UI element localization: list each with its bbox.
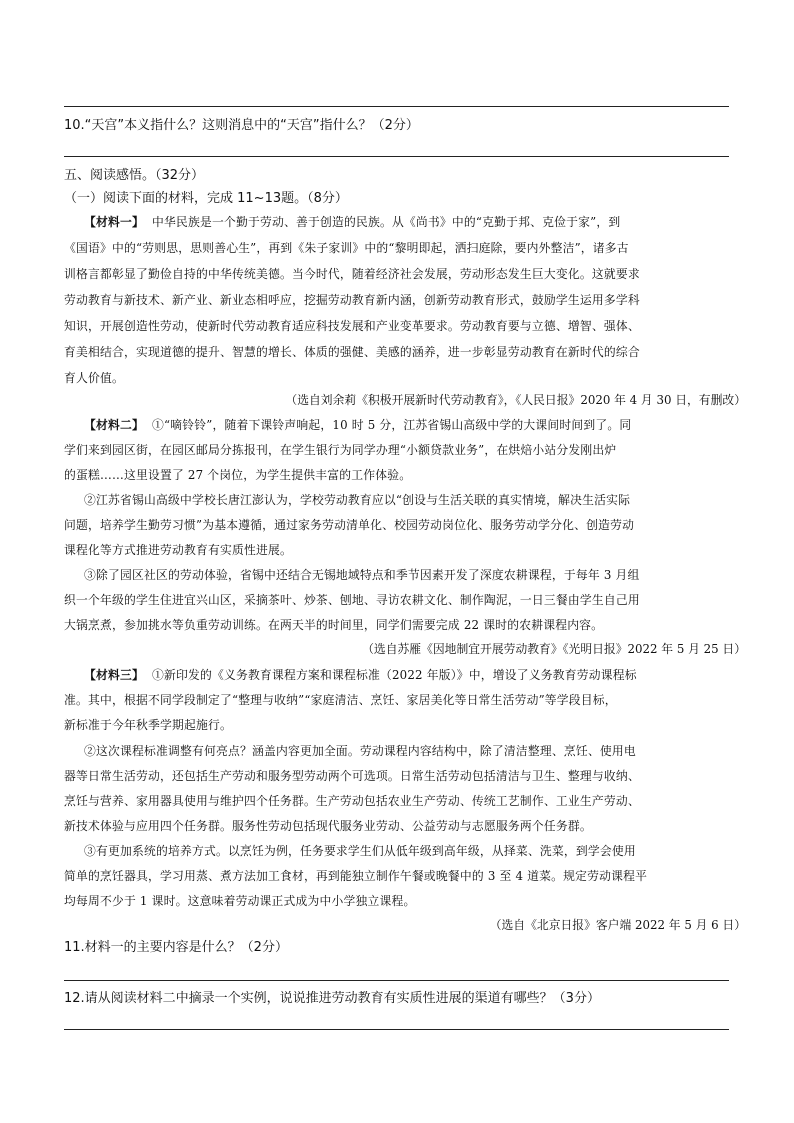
material1-line: 【材料一】 中华民族是一个勤于劳动、善于创造的民族。从《尚书》中的“克勤于邦、克俭于家”，到 [84,215,621,229]
material2-line: 织一个年级的学生住进宜兴山区，采摘茶叶、炒茶、刨地、寻访农耕文化、制作陶泥，一日三餐由学生自己用 [64,593,640,607]
material3-line: 均每周不少于 1 课时。这意味着劳动课正式成为中小学独立课程。 [64,894,416,908]
answer-line-q10 [64,156,729,157]
material3-line: 简单的烹饪器具，学习用蒸、煮方法加工食材，再到能独立制作午餐或晚餐中的 3 至 4 道菜。规定劳动课程平 [64,869,648,883]
material3-line: 准。其中，根据不同学段制定了“整理与收纳”“家庭清洁、烹饪、家居美化等日常生活劳动”等学段目标， [64,693,617,707]
answer-line-top [64,106,729,107]
material1-line: 育美相结合，实现道德的提升、智慧的增长、体质的强健、美感的涵养，进一步彰显劳动教育在新时代的综合 [64,345,640,359]
material3-line: ②这次课程标准调整有何亮点？涵盖内容更加全面。劳动课程内容结构中，除了清洁整理、烹饪、使用电 [84,744,636,758]
material1-source: （选自刘余莉《积极开展新时代劳动教育》，《人民日报》2020 年 4 月 30 日，有删改） [285,393,746,407]
material3-line: 器等日常生活劳动，还包括生产劳动和服务型劳动两个可选项。日常生活劳动包括清洁与卫生、整理与收纳、 [64,769,640,783]
material1-line: 育人价值。 [64,371,124,385]
material2-line: 大锅烹煮，参加挑水等负重劳动训练。在两天半的时间里，同学们需要完成 22 课时的农耕课程内容。 [64,618,604,632]
material3-line: 烹饪与营养、家用器具使用与维护四个任务群。生产劳动包括农业生产劳动、传统工艺制作、工业生产劳动、 [64,794,640,808]
question-12: 12.请从阅读材料二中摘录一个实例，说说推进劳动教育有实质性进展的渠道有哪些？（3分） [64,991,600,1006]
material3-source: （选自《北京日报》客户端 2022 年 5 月 6 日） [489,918,746,932]
material2-line: 问题，培养学生勤劳习惯”为基本遵循，通过家务劳动清单化、校园劳动岗位化、服务劳动学分化、创造劳动 [64,518,635,532]
material2-line: ②江苏省锡山高级中学校长唐江澎认为，学校劳动教育应以“创设与生活关联的真实情境，解决生活实际 [84,493,631,507]
material1-line: 知识，开展创造性劳动，使新时代劳动教育适应科技发展和产业变革要求。劳动教育要与立德、增智、强体、 [64,319,640,333]
answer-line-q11 [64,980,729,981]
material1-line: 训格言都彰显了勤俭自持的中华传统美德。当今时代，随着经济社会发展，劳动形态发生巨大变化。这就要求 [64,267,640,281]
material2-label: 【材料二】 [84,418,144,432]
material2-line: 课程化等方式推进劳动教育有实质性进展。 [64,543,292,557]
answer-line-q12 [64,1029,729,1030]
section-heading: 五、阅读感悟。（32分） [64,168,205,183]
material3-line: 新技术体验与应用四个任务群。服务性劳动包括现代服务业劳动、公益劳动与志愿服务两个任务群。 [64,819,592,833]
material2-source: （选自苏雁《因地制宜开展劳动教育》《光明日报》2022 年 5 月 25 日） [362,642,746,656]
material3-line: 新标准于今年秋季学期起施行。 [64,718,232,732]
part-heading: （一）阅读下面的材料，完成 11~13题。（8分） [64,191,348,206]
question-11: 11.材料一的主要内容是什么？（2分） [64,940,288,955]
material1-label: 【材料一】 [84,215,144,229]
material2-line: 【材料二】 ①“嘀铃铃”，随着下课铃声响起，10 时 5 分，江苏省锡山高级中学的大课间时间到了。同 [84,418,632,432]
material2-line: 学们来到园区街，在园区邮局分拣报刊，在学生银行为同学办理“小额贷款业务”，在烘焙小站分发刚出炉 [64,443,617,457]
material2-line: ③除了园区社区的劳动体验，省锡中还结合无锡地域特点和季节因素开发了深度农耕课程，于每年 3 月组 [84,568,640,582]
material3-line: 【材料三】 ①新印发的《义务教育课程方案和课程标准（2022 年版）》中，增设了义务教育劳动课程标 [84,668,637,682]
material3-line: ③有更加系统的培养方式。以烹饪为例，任务要求学生们从低年级到高年级，从择菜、洗菜，到学会使用 [84,844,636,858]
material2-line: 的蛋糕……这里设置了 27 个岗位，为学生提供丰富的工作体验。 [64,468,412,482]
material1-line: 劳动教育与新技术、新产业、新业态相呼应，挖掘劳动教育新内涵，创新劳动教育形式，鼓励学生运用多学科 [64,293,640,307]
question-10: 10.“天宫”本义指什么？这则消息中的“天宫”指什么？（2分） [64,118,419,133]
material3-label: 【材料三】 [84,668,144,682]
material1-line: 《国语》中的“劳则思，思则善心生”，再到《朱子家训》中的“黎明即起，洒扫庭除，要内外整洁”，诸多古 [64,241,629,255]
